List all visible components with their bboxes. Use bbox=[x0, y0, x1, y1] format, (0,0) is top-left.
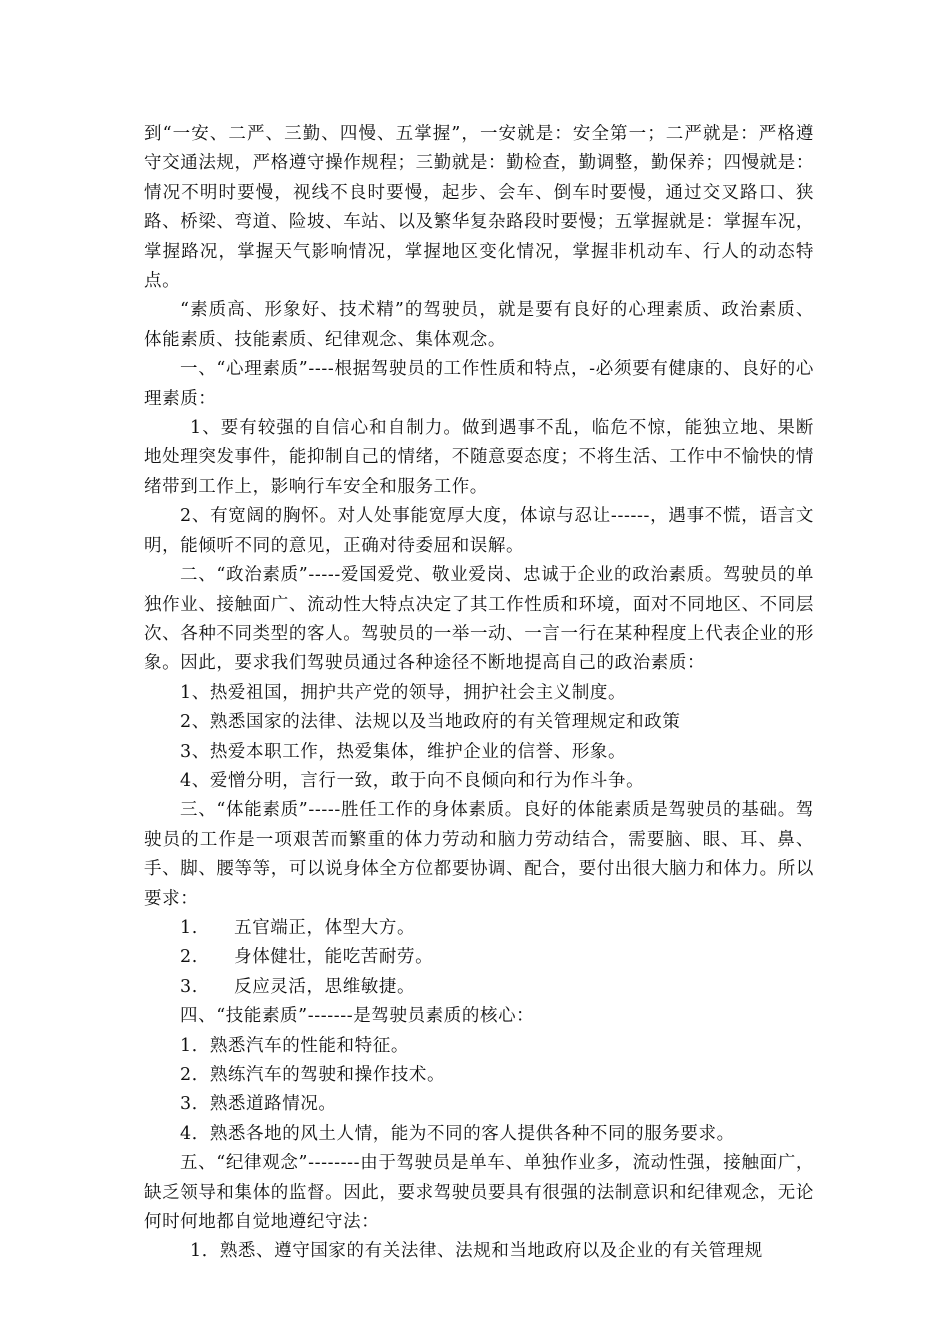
list-item-skill-3: 3．熟悉道路情况。 bbox=[180, 1094, 337, 1115]
heading-political-quality: 二、“政治素质”-----爱国爱党、敬业爱岗、忠诚于企业的政治素质。驾驶员的单独作业、接触面广、流动性大特点决定了其工作性质和环境，面对不同地区、不同层次、各种不同类型的客人。驾驶员的一举一动、一言一行在某种程度上代表企业的形象。因此，要求我们驾驶员通过各种途径不断地提高自己的政治素质： bbox=[144, 565, 814, 674]
document-body bbox=[144, 120, 814, 1267]
list-item-political-2: 2、熟悉国家的法律、法规以及当地政府的有关管理规定和政策 bbox=[180, 712, 681, 733]
list-item-skill-1: 1．熟悉汽车的性能和特征。 bbox=[180, 1035, 409, 1056]
list-item-political-4: 4、爱憎分明，言行一致，敢于向不良倾向和行为作斗争。 bbox=[180, 770, 645, 791]
paragraph-driver-qualities-intro: “素质高、形象好、技术精”的驾驶员，就是要有良好的心理素质、政治素质、体能素质、技能素质、纪律观念、集体观念。 bbox=[144, 300, 814, 350]
heading-discipline-concept: 五、“纪律观念”--------由于驾驶员是单车、单独作业多，流动性强，接触面广，缺乏领导和集体的监督。因此，要求驾驶员要具有很强的法制意识和纪律观念，无论何时何地都自觉地遵纪守法： bbox=[144, 1153, 814, 1233]
list-item-political-3: 3、热爱本职工作，热爱集体，维护企业的信誉、形象。 bbox=[180, 741, 627, 762]
list-item-psych-1: 1、要有较强的自信心和自制力。做到遇事不乱，临危不惊，能独立地、果断地处理突发事件，能抑制自己的情绪，不随意耍态度；不将生活、工作中不愉快的情绪带到工作上，影响行车安全和服务工作。 bbox=[144, 418, 814, 497]
list-item-discipline-1: 1．熟悉、遵守国家的有关法律、法规和当地政府以及企业的有关管理规 bbox=[190, 1241, 763, 1262]
list-item-physical-3: 3. 反应灵活，思维敏捷。 bbox=[180, 976, 416, 997]
list-item-skill-4: 4．熟悉各地的风土人情，能为不同的客人提供各种不同的服务要求。 bbox=[180, 1123, 735, 1144]
list-item-psych-2: 2、有宽阔的胸怀。对人处事能宽厚大度，体谅与忍让------，遇事不慌，语言文明，能倾听不同的意见，正确对待委屈和误解。 bbox=[144, 506, 814, 556]
list-item-physical-1: 1. 五官端正，体型大方。 bbox=[180, 917, 416, 938]
heading-psychological-quality: 一、“心理素质”----根据驾驶员的工作性质和特点，-必须要有健康的、良好的心理素质： bbox=[144, 359, 814, 409]
list-item-skill-2: 2．熟练汽车的驾驶和操作技术。 bbox=[180, 1065, 446, 1085]
paragraph-rules-summary: 到“一安、二严、三勤、四慢、五掌握”，一安就是：安全第一；二严就是：严格遵守交通法规，严格遵守操作规程；三勤就是：勤检查，勤调整，勤保养；四慢就是：情况不明时要慢，视线不良时要慢，起步、会车、倒车时要慢，通过交叉路口、狭路、桥梁、弯道、险坡、车站、以及繁华复杂路段时要慢；五掌握就是：掌握车况，掌握路况，掌握天气影响情况，掌握地区变化情况，掌握非机动车、行人的动态特点。 bbox=[144, 124, 814, 292]
list-item-physical-2: 2. 身体健壮，能吃苦耐劳。 bbox=[180, 947, 434, 968]
heading-physical-quality: 三、“体能素质”-----胜任工作的身体素质。良好的体能素质是驾驶员的基础。驾驶员的工作是一项艰苦而繁重的体力劳动和脑力劳动结合，需要脑、眼、耳、鼻、手、脚、腰等等，可以说身体全方位都要协调、配合，要付出很大脑力和体力。所以要求： bbox=[144, 800, 814, 909]
list-item-political-1: 1、热爱祖国，拥护共产党的领导，拥护社会主义制度。 bbox=[180, 682, 627, 703]
heading-skill-quality: 四、“技能素质”-------是驾驶员素质的核心： bbox=[180, 1006, 535, 1027]
